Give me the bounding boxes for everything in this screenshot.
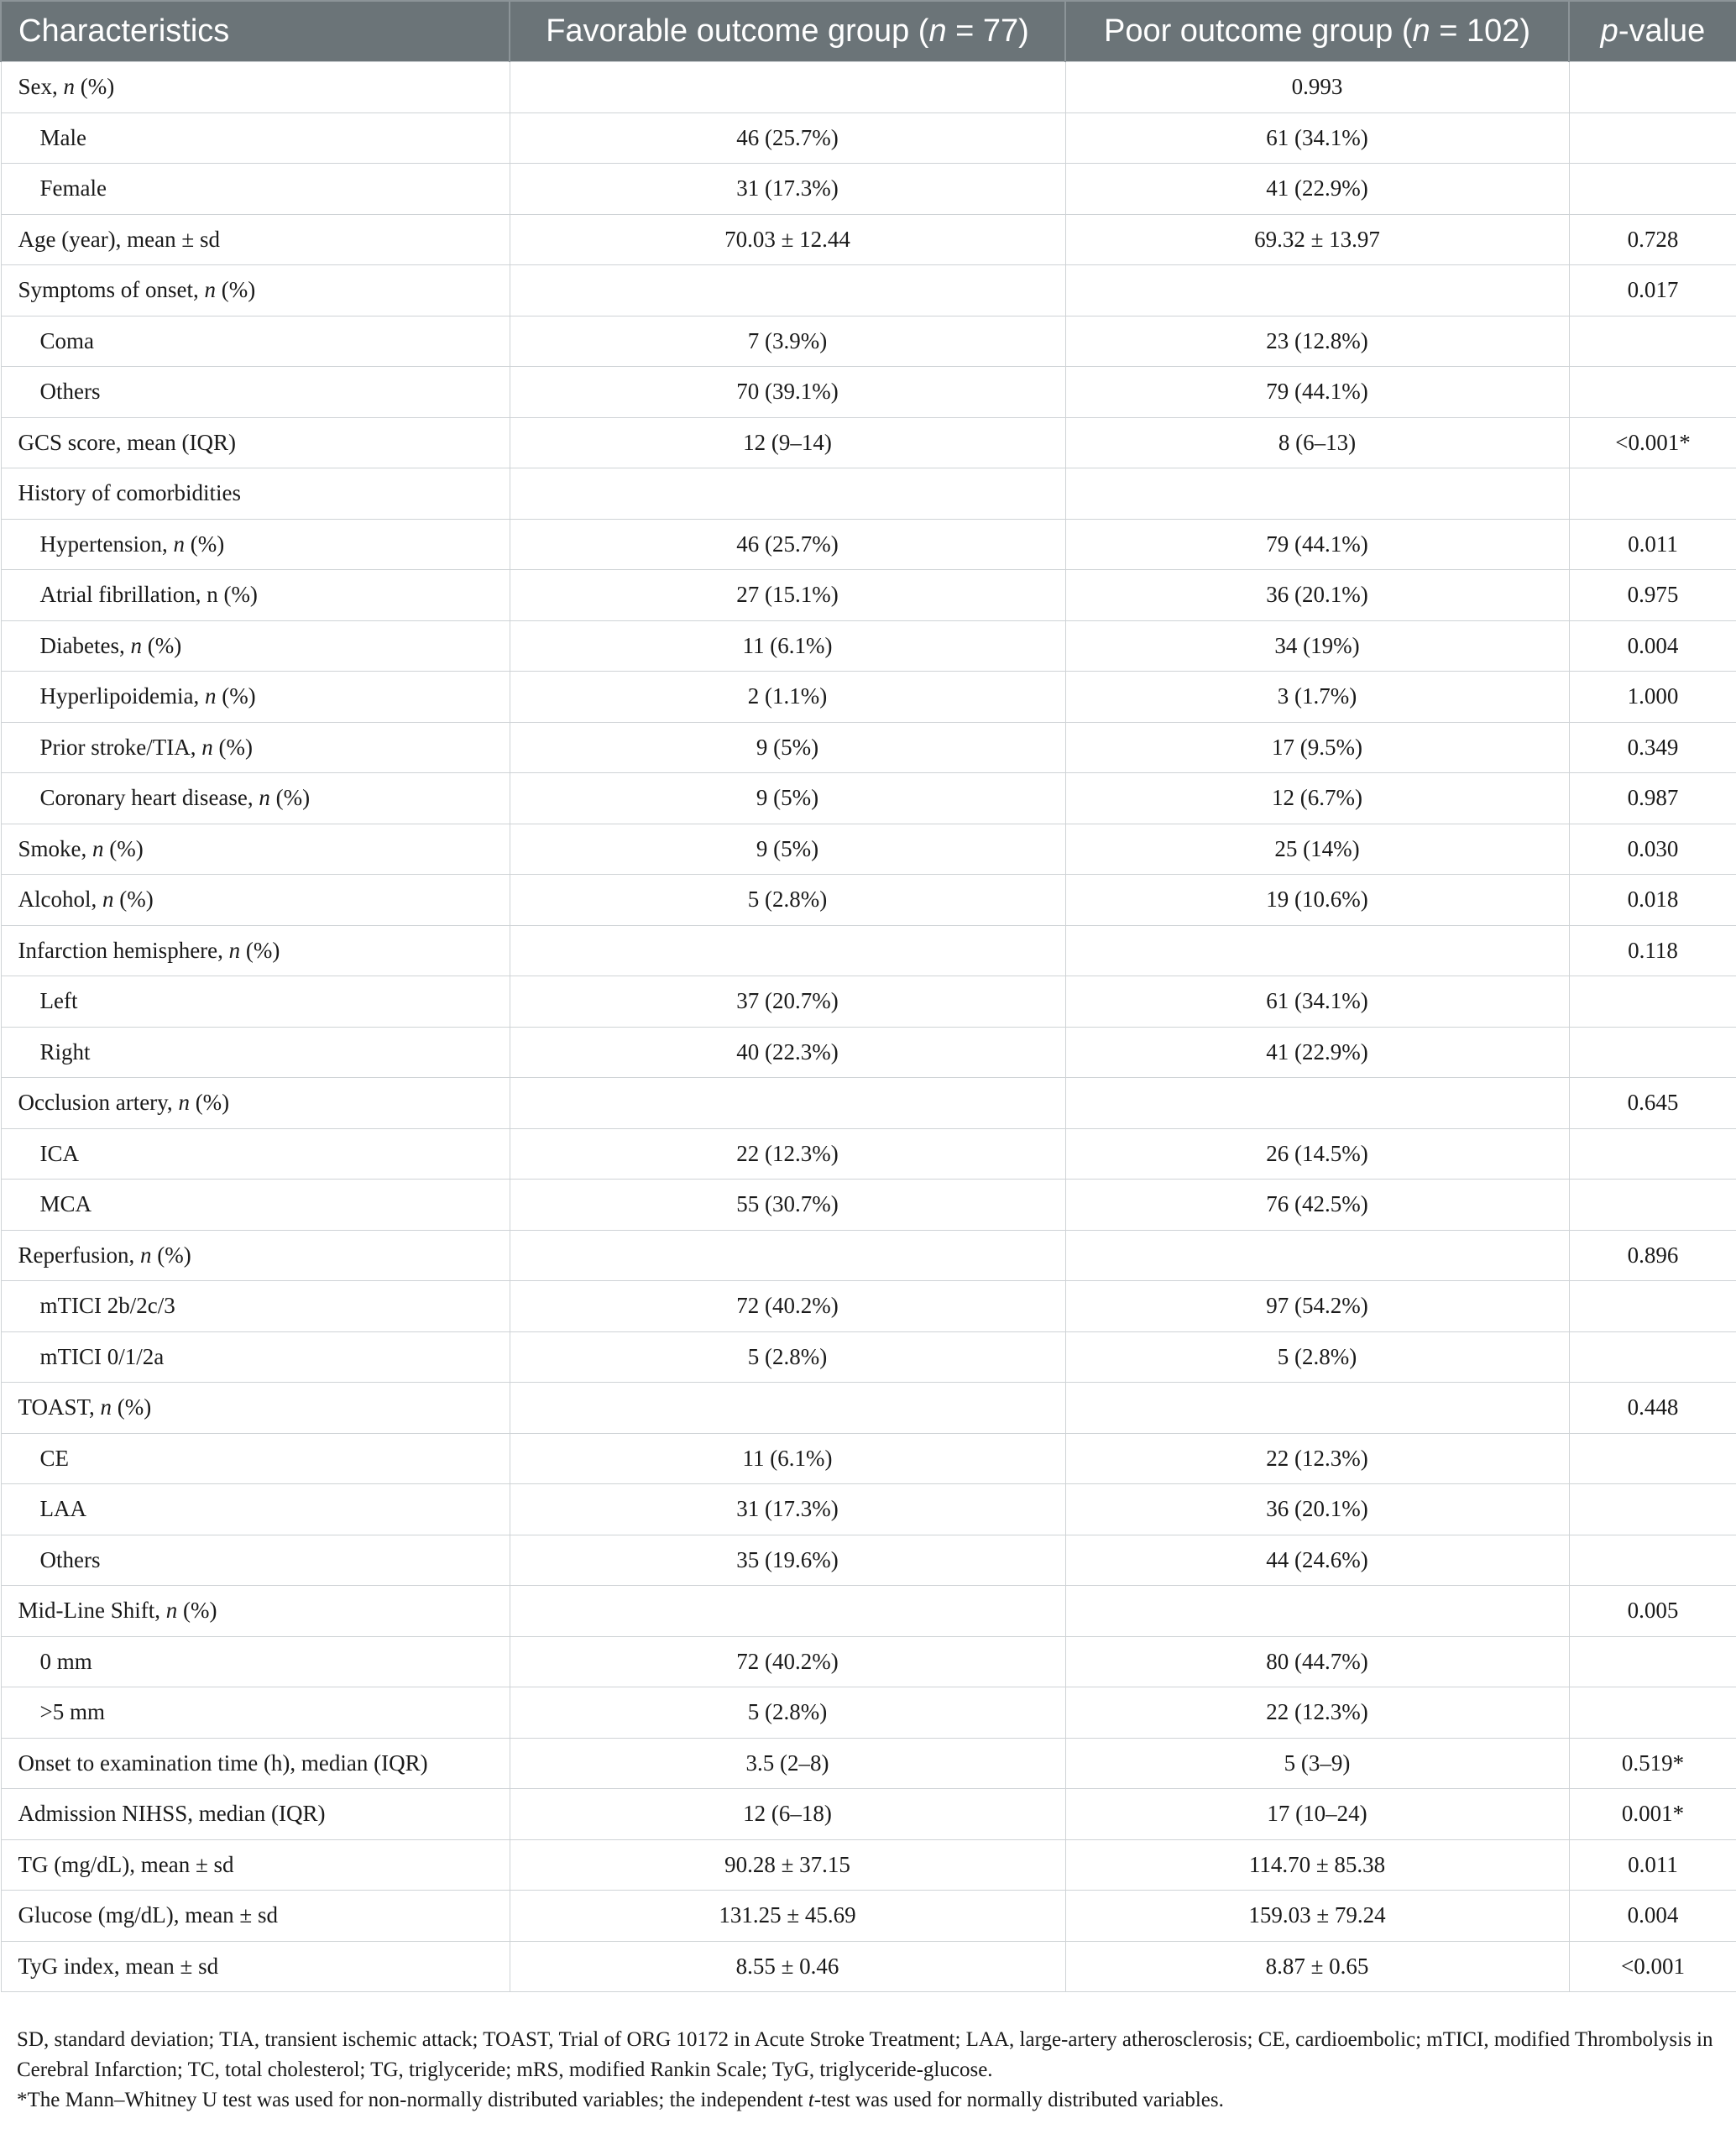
p-value: [1569, 112, 1736, 164]
table-row: [1, 570, 1736, 621]
poor-value: 41 (22.9%): [1065, 164, 1569, 215]
favorable-value: 8.55 ± 0.46: [510, 1941, 1065, 1992]
poor-value: 80 (44.7%): [1065, 1636, 1569, 1687]
table-row: [1, 1078, 1736, 1129]
favorable-value: 90.28 ± 37.15: [510, 1839, 1065, 1891]
row-label: Prior stroke/TIA, n (%): [1, 722, 510, 773]
table-row: [1, 1839, 1736, 1891]
table-row: [1, 1484, 1736, 1535]
poor-value: 8.87 ± 0.65: [1065, 1941, 1569, 1992]
favorable-value: 31 (17.3%): [510, 164, 1065, 215]
poor-value: [1065, 1230, 1569, 1281]
row-label: Admission NIHSS, median (IQR): [1, 1789, 510, 1840]
favorable-value: 9 (5%): [510, 824, 1065, 875]
poor-value: 3 (1.7%): [1065, 672, 1569, 723]
poor-value: 19 (10.6%): [1065, 875, 1569, 926]
table-row: [1, 1535, 1736, 1586]
header-characteristics: Characteristics: [1, 1, 510, 62]
favorable-value: 9 (5%): [510, 722, 1065, 773]
favorable-value: [510, 468, 1065, 520]
row-label: Atrial fibrillation, n (%): [1, 570, 510, 621]
p-value: 0.004: [1569, 620, 1736, 672]
poor-value: 159.03 ± 79.24: [1065, 1891, 1569, 1942]
poor-value: 36 (20.1%): [1065, 570, 1569, 621]
row-label: Glucose (mg/dL), mean ± sd: [1, 1891, 510, 1942]
row-label: MCA: [1, 1180, 510, 1231]
row-label: Sex, n (%): [1, 62, 510, 113]
table-row: [1, 1331, 1736, 1383]
table-row: [1, 112, 1736, 164]
p-value: [1569, 1484, 1736, 1535]
table-row: [1, 1687, 1736, 1739]
row-label: Smoke, n (%): [1, 824, 510, 875]
table-row: [1, 519, 1736, 570]
poor-value: 17 (9.5%): [1065, 722, 1569, 773]
row-label: Others: [1, 1535, 510, 1586]
p-value: 0.011: [1569, 1839, 1736, 1891]
row-label: Alcohol, n (%): [1, 875, 510, 926]
table-row: [1, 316, 1736, 367]
favorable-value: 70.03 ± 12.44: [510, 214, 1065, 265]
poor-value: 23 (12.8%): [1065, 316, 1569, 367]
favorable-value: 7 (3.9%): [510, 316, 1065, 367]
p-value: [1569, 468, 1736, 520]
favorable-value: [510, 1230, 1065, 1281]
poor-value: 12 (6.7%): [1065, 773, 1569, 824]
row-label: Infarction hemisphere, n (%): [1, 925, 510, 976]
p-value: [1569, 1180, 1736, 1231]
row-label: History of comorbidities: [1, 468, 510, 520]
row-label: mTICI 0/1/2a: [1, 1331, 510, 1383]
row-label: LAA: [1, 1484, 510, 1535]
poor-value: [1065, 925, 1569, 976]
favorable-value: 5 (2.8%): [510, 1331, 1065, 1383]
p-value: 0.005: [1569, 1586, 1736, 1637]
footnote-abbreviations: SD, standard deviation; TIA, transient ischemic attack; TOAST, Trial of ORG 10172 in Acute Stroke Treatment; LAA, large-artery atherosclerosis; CE, cardioembolic; mTICI, modified Thrombolysis in Cerebral Infarction; TC, total cholesterol; TG, triglyceride; mRS, modified Rankin Scale; TyG, triglyceride-glucose.: [17, 2028, 1713, 2081]
favorable-value: 31 (17.3%): [510, 1484, 1065, 1535]
poor-value: 26 (14.5%): [1065, 1128, 1569, 1180]
p-value: 0.896: [1569, 1230, 1736, 1281]
favorable-value: 22 (12.3%): [510, 1128, 1065, 1180]
favorable-value: 5 (2.8%): [510, 1687, 1065, 1739]
footnote-statistical-tests: *The Mann–Whitney U test was used for non-normally distributed variables; the independent t-test was used for normally distributed variables.: [17, 2089, 1224, 2111]
row-label: Coma: [1, 316, 510, 367]
table-row: [1, 1383, 1736, 1434]
favorable-value: 70 (39.1%): [510, 367, 1065, 418]
row-label: Mid-Line Shift, n (%): [1, 1586, 510, 1637]
favorable-value: 46 (25.7%): [510, 112, 1065, 164]
table-row: [1, 722, 1736, 773]
poor-value: 44 (24.6%): [1065, 1535, 1569, 1586]
favorable-value: 72 (40.2%): [510, 1636, 1065, 1687]
row-label: CE: [1, 1433, 510, 1484]
row-label: Hyperlipoidemia, n (%): [1, 672, 510, 723]
favorable-value: 37 (20.7%): [510, 976, 1065, 1028]
favorable-value: 9 (5%): [510, 773, 1065, 824]
p-value: 0.017: [1569, 265, 1736, 316]
poor-value: [1065, 1078, 1569, 1129]
poor-value: 61 (34.1%): [1065, 976, 1569, 1028]
favorable-value: 5 (2.8%): [510, 875, 1065, 926]
table-body: [1, 62, 1736, 1992]
favorable-value: 12 (9–14): [510, 417, 1065, 468]
row-label: Occlusion artery, n (%): [1, 1078, 510, 1129]
row-label: TG (mg/dL), mean ± sd: [1, 1839, 510, 1891]
poor-value: 61 (34.1%): [1065, 112, 1569, 164]
p-value: 0.728: [1569, 214, 1736, 265]
favorable-value: [510, 62, 1065, 113]
p-value: [1569, 367, 1736, 418]
p-value: 0.645: [1569, 1078, 1736, 1129]
table-row: [1, 1027, 1736, 1078]
table-row: [1, 214, 1736, 265]
poor-value: 22 (12.3%): [1065, 1687, 1569, 1739]
poor-value: 114.70 ± 85.38: [1065, 1839, 1569, 1891]
p-value: [1569, 976, 1736, 1028]
row-label: Age (year), mean ± sd: [1, 214, 510, 265]
favorable-value: [510, 1383, 1065, 1434]
poor-value: [1065, 1586, 1569, 1637]
favorable-value: 3.5 (2–8): [510, 1738, 1065, 1789]
poor-value: 79 (44.1%): [1065, 367, 1569, 418]
p-value: [1569, 1281, 1736, 1332]
poor-value: 97 (54.2%): [1065, 1281, 1569, 1332]
favorable-value: 12 (6–18): [510, 1789, 1065, 1840]
favorable-value: 27 (15.1%): [510, 570, 1065, 621]
header-poor-group: Poor outcome group (n = 102): [1065, 1, 1569, 62]
p-value: <0.001*: [1569, 417, 1736, 468]
p-value: 0.448: [1569, 1383, 1736, 1434]
row-label: mTICI 2b/2c/3: [1, 1281, 510, 1332]
row-label: Symptoms of onset, n (%): [1, 265, 510, 316]
favorable-value: 40 (22.3%): [510, 1027, 1065, 1078]
table-row: [1, 875, 1736, 926]
favorable-value: [510, 1078, 1065, 1129]
favorable-value: 11 (6.1%): [510, 620, 1065, 672]
poor-value: [1065, 1383, 1569, 1434]
p-value: [1569, 1433, 1736, 1484]
poor-value: 22 (12.3%): [1065, 1433, 1569, 1484]
table-row: [1, 1230, 1736, 1281]
p-value: 0.018: [1569, 875, 1736, 926]
table-header-row: [1, 1, 1736, 62]
row-label: Female: [1, 164, 510, 215]
poor-value: [1065, 265, 1569, 316]
row-label: Right: [1, 1027, 510, 1078]
poor-value: 76 (42.5%): [1065, 1180, 1569, 1231]
p-value: [1569, 1687, 1736, 1739]
p-value: [1569, 1027, 1736, 1078]
row-label: Left: [1, 976, 510, 1028]
p-value: [1569, 164, 1736, 215]
poor-value: 0.993: [1065, 62, 1569, 113]
favorable-value: 2 (1.1%): [510, 672, 1065, 723]
row-label: TOAST, n (%): [1, 1383, 510, 1434]
table-row: [1, 925, 1736, 976]
favorable-value: 72 (40.2%): [510, 1281, 1065, 1332]
p-value: 0.519*: [1569, 1738, 1736, 1789]
row-label: 0 mm: [1, 1636, 510, 1687]
table-row: [1, 1636, 1736, 1687]
table-row: [1, 164, 1736, 215]
favorable-value: 35 (19.6%): [510, 1535, 1065, 1586]
poor-value: 36 (20.1%): [1065, 1484, 1569, 1535]
table-row: [1, 1586, 1736, 1637]
p-value: [1569, 1535, 1736, 1586]
favorable-value: 55 (30.7%): [510, 1180, 1065, 1231]
table-row: [1, 824, 1736, 875]
p-value: [1569, 62, 1736, 113]
poor-value: 69.32 ± 13.97: [1065, 214, 1569, 265]
favorable-value: [510, 265, 1065, 316]
table-row: [1, 1128, 1736, 1180]
poor-value: 79 (44.1%): [1065, 519, 1569, 570]
row-label: Hypertension, n (%): [1, 519, 510, 570]
p-value: 0.011: [1569, 519, 1736, 570]
poor-value: 8 (6–13): [1065, 417, 1569, 468]
row-label: Male: [1, 112, 510, 164]
poor-value: 17 (10–24): [1065, 1789, 1569, 1840]
p-value: 0.001*: [1569, 1789, 1736, 1840]
p-value: [1569, 316, 1736, 367]
poor-value: 41 (22.9%): [1065, 1027, 1569, 1078]
table-row: [1, 62, 1736, 113]
favorable-value: [510, 1586, 1065, 1637]
p-value: 0.030: [1569, 824, 1736, 875]
row-label: >5 mm: [1, 1687, 510, 1739]
table-row: [1, 672, 1736, 723]
p-value: [1569, 1636, 1736, 1687]
row-label: Reperfusion, n (%): [1, 1230, 510, 1281]
table-row: [1, 417, 1736, 468]
table-row: [1, 620, 1736, 672]
table-row: [1, 1891, 1736, 1942]
table-row: [1, 367, 1736, 418]
row-label: Onset to examination time (h), median (IQR): [1, 1738, 510, 1789]
table-row: [1, 773, 1736, 824]
poor-value: 5 (3–9): [1065, 1738, 1569, 1789]
table-row: [1, 1941, 1736, 1992]
p-value: 0.349: [1569, 722, 1736, 773]
poor-value: [1065, 468, 1569, 520]
favorable-value: 46 (25.7%): [510, 519, 1065, 570]
table-row: [1, 1180, 1736, 1231]
p-value: 1.000: [1569, 672, 1736, 723]
table-row: [1, 265, 1736, 316]
row-label: Diabetes, n (%): [1, 620, 510, 672]
p-value: 0.987: [1569, 773, 1736, 824]
table-row: [1, 468, 1736, 520]
table-row: [1, 1281, 1736, 1332]
table-row: [1, 1738, 1736, 1789]
row-label: TyG index, mean ± sd: [1, 1941, 510, 1992]
header-favorable-group: Favorable outcome group (n = 77): [510, 1, 1065, 62]
row-label: Others: [1, 367, 510, 418]
p-value: 0.118: [1569, 925, 1736, 976]
p-value: <0.001: [1569, 1941, 1736, 1992]
row-label: ICA: [1, 1128, 510, 1180]
table-row: [1, 976, 1736, 1028]
table-row: [1, 1789, 1736, 1840]
table-footnotes: [17, 2025, 1721, 2116]
favorable-value: 131.25 ± 45.69: [510, 1891, 1065, 1942]
p-value: 0.975: [1569, 570, 1736, 621]
row-label: Coronary heart disease, n (%): [1, 773, 510, 824]
header-p-value: p-value: [1569, 1, 1736, 62]
row-label: GCS score, mean (IQR): [1, 417, 510, 468]
p-value: [1569, 1128, 1736, 1180]
p-value: [1569, 1331, 1736, 1383]
favorable-value: 11 (6.1%): [510, 1433, 1065, 1484]
poor-value: 34 (19%): [1065, 620, 1569, 672]
p-value: 0.004: [1569, 1891, 1736, 1942]
table-row: [1, 1433, 1736, 1484]
poor-value: 5 (2.8%): [1065, 1331, 1569, 1383]
poor-value: 25 (14%): [1065, 824, 1569, 875]
favorable-value: [510, 925, 1065, 976]
